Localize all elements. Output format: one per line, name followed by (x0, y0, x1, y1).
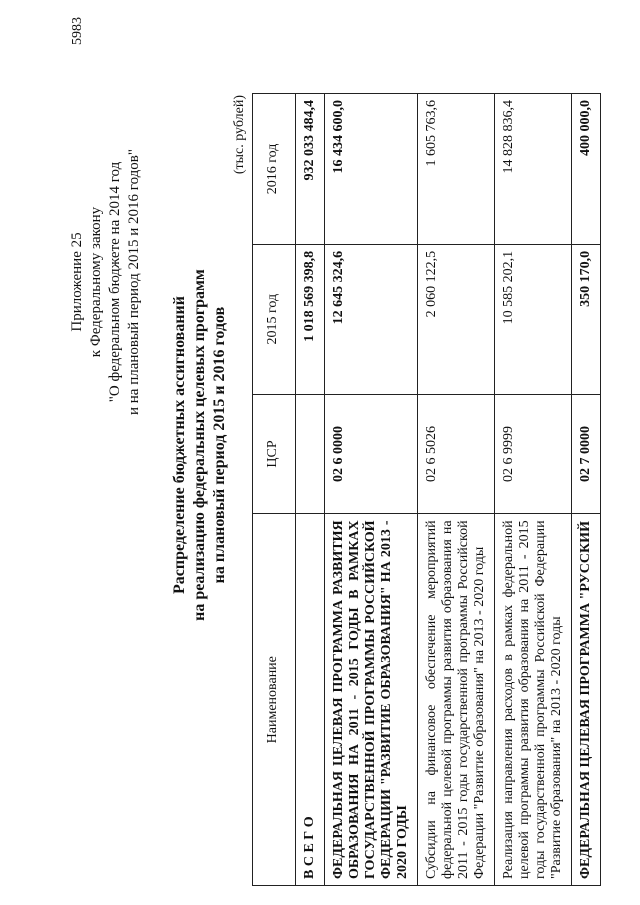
table-row (418, 94, 495, 886)
title-line-2: на реализацию федеральных целевых программ (191, 269, 208, 621)
row-name: Реализация направления расходов в рамках федеральной целевой программы развития образования на 2011 - 2015 годы государственной программы Российской Федерации "Развитие образования" на 2013 - 2020 годы (495, 514, 572, 886)
header-2016: 2016 год (253, 94, 296, 245)
annex-line-1: Приложение 25 (69, 232, 85, 332)
row-2015: 350 170,0 (572, 244, 601, 394)
annex-header (68, 112, 144, 452)
annex-line-4: и на плановый период 2015 и 2016 годов" (126, 149, 142, 415)
row-2015: 10 585 202,1 (495, 244, 572, 394)
row-2015: 1 018 569 398,8 (296, 244, 325, 394)
document-title (170, 185, 230, 705)
row-name: В С Е Г О (296, 514, 325, 886)
row-csr: 02 7 0000 (572, 394, 601, 514)
allocation-table (252, 93, 601, 886)
table-row (495, 94, 572, 886)
row-2016: 400 000,0 (572, 94, 601, 245)
row-2016: 1 605 763,6 (418, 94, 495, 245)
row-2016: 932 033 484,4 (296, 94, 325, 245)
row-name: ФЕДЕРАЛЬНАЯ ЦЕЛЕВАЯ ПРОГРАММА "РУССКИЙ (572, 514, 601, 886)
annex-line-3: "О федеральном бюджете на 2014 год (107, 161, 123, 403)
annex-line-2: к Федеральному закону (88, 206, 104, 358)
header-csr: ЦСР (253, 394, 296, 514)
row-2015: 12 645 324,6 (325, 244, 418, 394)
units-label: (тыс. рублей) (232, 95, 247, 175)
row-2016: 14 828 836,4 (495, 94, 572, 245)
row-csr (296, 394, 325, 514)
header-2015: 2015 год (253, 244, 296, 394)
title-line-1: Распределение бюджетных ассигнований (171, 296, 188, 594)
row-2016: 16 434 600,0 (325, 94, 418, 245)
header-name: Наименование (253, 514, 296, 886)
row-csr: 02 6 5026 (418, 394, 495, 514)
row-csr: 02 6 9999 (495, 394, 572, 514)
table-row (572, 94, 601, 886)
row-2015: 2 060 122,5 (418, 244, 495, 394)
table-row (296, 94, 325, 886)
table-header-row (253, 94, 296, 886)
table-row (325, 94, 418, 886)
row-name: ФЕДЕРАЛЬНАЯ ЦЕЛЕВАЯ ПРОГРАММА РАЗВИТИЯ ОБРАЗОВАНИЯ НА 2011 - 2015 ГОДЫ В РАМКАХ ГОСУДАРСТВЕННОЙ ПРОГРАММЫ РОССИЙСКОЙ ФЕДЕРАЦИИ "РАЗВИТИЕ ОБРАЗОВАНИЯ" НА 2013 - 2020 ГОДЫ (325, 514, 418, 886)
row-name: Субсидии на финансовое обеспечение мероприятий федеральной целевой программы развития образования на 2011 - 2015 годы государственной программы Российской Федерации "Развитие образования" на 2013 - 2020 годы (418, 514, 495, 886)
page-number: 5983 (70, 17, 85, 45)
row-csr: 02 6 0000 (325, 394, 418, 514)
title-line-3: на плановый период 2015 и 2016 годов (211, 306, 228, 584)
